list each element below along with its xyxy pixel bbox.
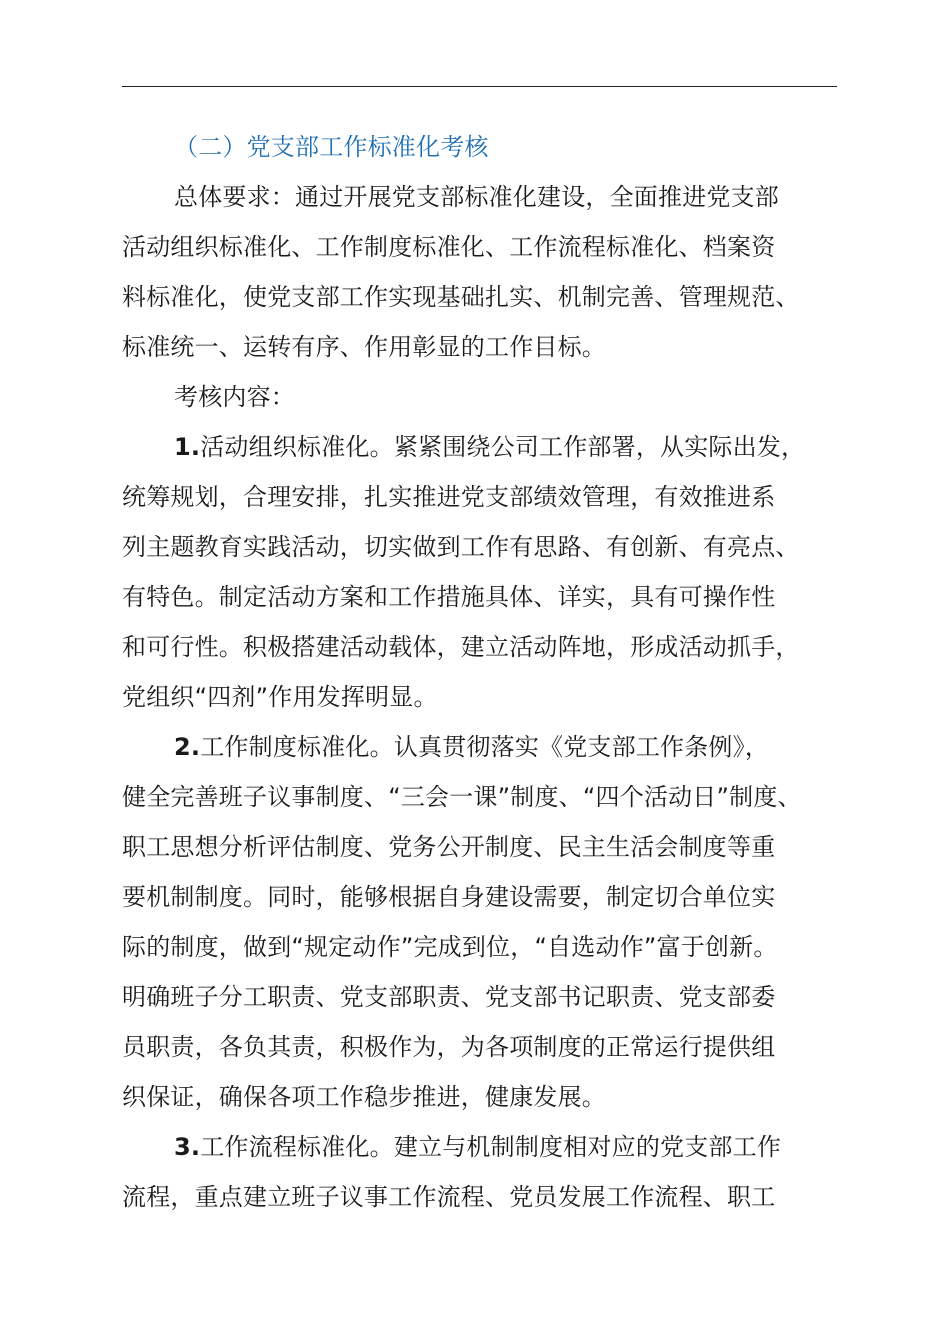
text-line: 要机制制度。同时，能够根据自身建设需要，制定切合单位实	[122, 883, 776, 911]
text-line	[122, 422, 847, 472]
text-line: 统筹规划，合理安排，扎实推进党支部绩效管理，有效推进系	[122, 483, 776, 511]
text-line	[122, 722, 847, 772]
paragraph-general-requirements	[122, 172, 847, 372]
text-line: 明确班子分工职责、党支部职责、党支部书记职责、党支部委	[122, 983, 776, 1011]
item-number: 3.	[174, 1133, 201, 1161]
text-line: 际的制度，做到“规定动作”完成到位，“自选动作”富于创新。	[122, 933, 778, 961]
section-heading: （二）党支部工作标准化考核	[174, 133, 489, 161]
text-line: 总体要求：通过开展党支部标准化建设，全面推进党支部	[174, 183, 779, 211]
text-line: 活动组织标准化、工作制度标准化、工作流程标准化、档案资	[122, 233, 776, 261]
text-line: 健全完善班子议事制度、“三会一课”制度、“四个活动日”制度、	[122, 783, 802, 811]
text-line: 织保证，确保各项工作稳步推进，健康发展。	[122, 1083, 606, 1111]
text-line: 列主题教育实践活动，切实做到工作有思路、有创新、有亮点、	[122, 533, 800, 561]
text-line: 标准统一、运转有序、作用彰显的工作目标。	[122, 333, 606, 361]
item-number: 2.	[174, 733, 201, 761]
paragraph-item-1	[122, 422, 847, 722]
text-span: 活动组织标准化。紧紧围绕公司工作部署，从实际出发，	[200, 433, 806, 461]
paragraph-item-2	[122, 722, 847, 1122]
text-line: 流程，重点建立班子议事工作流程、党员发展工作流程、职工	[122, 1183, 776, 1211]
text-line: 员职责，各负其责，积极作为，为各项制度的正常运行提供组	[122, 1033, 776, 1061]
text-line: 职工思想分析评估制度、党务公开制度、民主生活会制度等重	[122, 833, 776, 861]
paragraph-item-3	[122, 1122, 847, 1222]
text-line: 考核内容：	[174, 383, 295, 411]
text-line: 和可行性。积极搭建活动载体，建立活动阵地，形成活动抓手，	[122, 633, 800, 661]
item-number: 1.	[174, 433, 201, 461]
text-line: 有特色。制定活动方案和工作措施具体、详实，具有可操作性	[122, 583, 776, 611]
text-line: 料标准化，使党支部工作实现基础扎实、机制完善、管理规范、	[122, 283, 800, 311]
paragraph-assessment-content	[122, 372, 847, 422]
text-line: 党组织“四剂”作用发挥明显。	[122, 683, 438, 711]
header-rule	[122, 86, 837, 87]
document-body	[122, 122, 847, 1222]
text-line	[122, 1122, 847, 1172]
text-span: 工作流程标准化。建立与机制制度相对应的党支部工作	[200, 1133, 782, 1161]
text-span: 工作制度标准化。认真贯彻落实《党支部工作条例》，	[200, 733, 770, 761]
